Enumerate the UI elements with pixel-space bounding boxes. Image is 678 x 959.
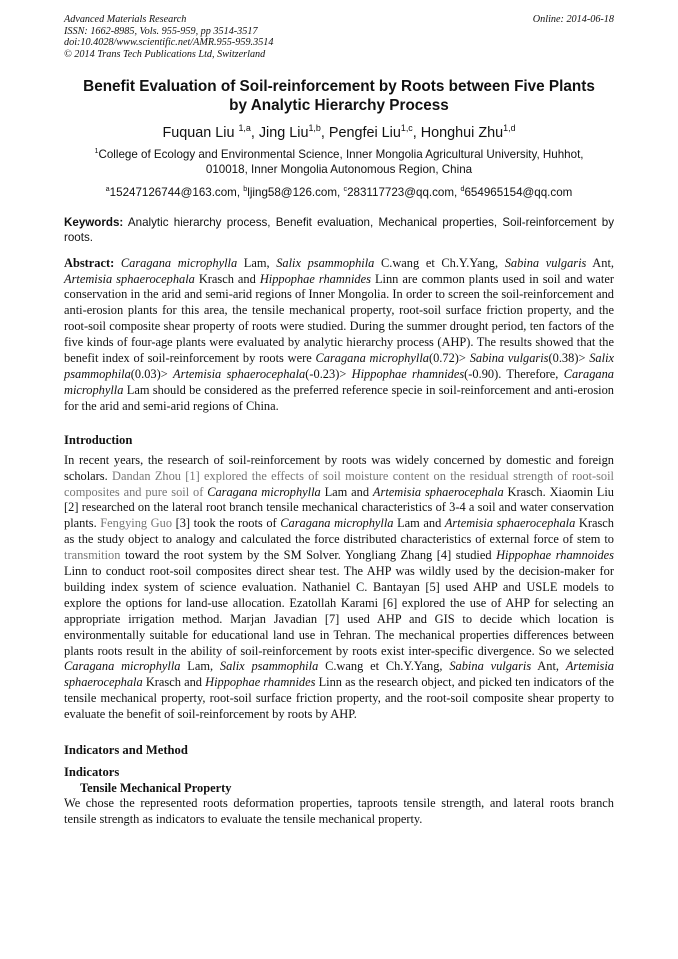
abstract-text: Lam should be considered as the preferred reference specie in soil-reinforcement and anti-erosion for the arid and semi-arid regions of China. bbox=[64, 382, 614, 413]
section-heading-introduction: Introduction bbox=[64, 432, 133, 447]
abstract-label: Abstract: bbox=[64, 255, 115, 270]
title-line-1: Benefit Evaluation of Soil-reinforcement by Roots between Five Plants bbox=[83, 78, 595, 95]
abstract bbox=[64, 256, 614, 415]
email-mark: a bbox=[105, 183, 110, 193]
body-text: Linn to conduct root-soil composites direct shear test. The AHP was wildly used by the decision-maker for building index system of science evaluation. Nathaniel C. Bantayan [5] used AHP and USLE models to explore the options for land-use allocation. Ezatollah Karami [6] explored the use of AHP for selecting an appropriate irrigation method. Marjan Javadian [7] used AHP and GIS to decide which location is environmentally suitable for educational land use in Tehran. The mechanical properties differences between plants roots result in the ability of soil-reinforcement by roots exist inter-specific divergence. So we selected bbox=[64, 564, 614, 658]
species-name: Caragana microphylla bbox=[120, 255, 238, 270]
species-name: Artemisia sphaerocephala bbox=[173, 366, 306, 381]
body-text: transmition bbox=[64, 548, 121, 563]
abstract-text: Krasch and bbox=[194, 271, 260, 286]
species-name: Hippophae rhamnides bbox=[351, 366, 465, 381]
abstract-text: (0.38)> bbox=[548, 351, 590, 366]
author-affiliation-mark: 1,a bbox=[238, 123, 251, 134]
journal-name: Advanced Materials Research bbox=[64, 14, 187, 25]
body-text: toward the root system by the SM Solver. Yongliang Zhang [4] studied bbox=[120, 548, 497, 563]
body-text: Ant, bbox=[531, 659, 566, 674]
species-name: Hippophae rhamnides bbox=[259, 271, 371, 286]
body-text: Lam, bbox=[180, 659, 220, 674]
body-text: Linn as the research object, and picked ten indicators of the tensile mechanical property, root-soil surface friction property, and the root-soil composite shear property to evaluate the benefit of soil-reinforcement by roots by AHP. bbox=[64, 675, 614, 722]
species-name: Hippophae rhamnides bbox=[205, 675, 316, 690]
species-name: Sabina vulgaris bbox=[504, 255, 587, 270]
email-mark: c bbox=[343, 183, 348, 193]
email-link[interactable]: ljing58@126.com, bbox=[247, 185, 344, 199]
affiliation-mark: 1 bbox=[94, 146, 99, 156]
species-name: Caragana microphylla bbox=[64, 366, 614, 397]
author-list bbox=[64, 124, 614, 142]
author-separator: , bbox=[250, 125, 259, 141]
body-text: Krasch as the study object to analogy and calculated the force distributed characteristics of external force of stem to bbox=[64, 516, 615, 547]
body-text: Lam and bbox=[393, 516, 445, 531]
title-line-2: by Analytic Hierarchy Process bbox=[229, 97, 449, 114]
journal-doi: doi:10.4028/www.scientific.net/AMR.955-959.3514 bbox=[64, 37, 274, 48]
abstract-text: C.wang et Ch.Y.Yang, bbox=[374, 255, 505, 270]
author-name: Jing Liu bbox=[258, 125, 309, 141]
paper-page bbox=[64, 14, 614, 828]
keywords-label: Keywords: bbox=[64, 215, 124, 229]
author-name: Fuquan Liu bbox=[162, 125, 235, 141]
email-mark: b bbox=[243, 183, 248, 193]
author-separator: , bbox=[412, 125, 421, 141]
species-name: Salix psammophila bbox=[276, 255, 375, 270]
author-emails bbox=[64, 185, 614, 200]
species-name: Artemisia sphaerocephala bbox=[372, 484, 504, 499]
species-name: Artemisia sphaerocephala bbox=[64, 271, 195, 286]
species-name: Caragana microphylla bbox=[315, 351, 429, 366]
abstract-text: (-0.23)> bbox=[305, 366, 352, 381]
affiliation-text: College of Ecology and Environmental Science, Inner Mongolia Agricultural University, Huhhot, bbox=[98, 148, 584, 161]
author-affiliation-mark: 1,c bbox=[400, 123, 413, 134]
body-text: In recent years, the research of soil-reinforcement by roots was widely concerned by domestic and foreign scholars. bbox=[64, 452, 614, 483]
author-affiliation-mark: 1,b bbox=[308, 123, 321, 134]
journal-copyright: © 2014 Trans Tech Publications Ltd, Switzerland bbox=[64, 48, 266, 60]
email-link[interactable]: 283117723@qq.com, bbox=[347, 185, 461, 199]
body-text: Lam and bbox=[320, 484, 373, 499]
species-name: Hippophae rhamnoides bbox=[496, 548, 614, 563]
abstract-text: (0.03)> bbox=[130, 366, 174, 381]
paper-title bbox=[64, 77, 614, 115]
email-mark: d bbox=[460, 183, 465, 193]
journal-issn: ISSN: 1662-8985, Vols. 955-959, pp 3514-3517 bbox=[64, 25, 258, 37]
journal-header bbox=[64, 14, 614, 60]
section-heading-indicators-method: Indicators and Method bbox=[64, 743, 188, 758]
tensile-paragraph: We chose the represented roots deformation properties, taproots tensile strength, and lateral roots branch tensile strength as indicators to evaluate the tensile mechanical property. bbox=[64, 796, 614, 826]
email-link[interactable]: 654965154@qq.com bbox=[464, 185, 573, 199]
body-text: Krasch. Xiaomin Liu [2] researched on the lateral root branch tensile mechanical characteristics of 3-4 a soil and water conservation plants. bbox=[64, 484, 614, 531]
species-name: Sabina vulgaris bbox=[449, 659, 532, 674]
species-name: Artemisia sphaerocephala bbox=[64, 659, 614, 690]
abstract-text bbox=[114, 256, 121, 270]
species-name: Sabina vulgaris bbox=[469, 351, 549, 366]
author-separator: , bbox=[320, 125, 329, 141]
affiliation-line-1 bbox=[64, 147, 614, 162]
abstract-text: (0.72)> bbox=[428, 351, 470, 366]
keywords bbox=[64, 215, 614, 246]
journal-info bbox=[64, 14, 273, 60]
species-name: Caragana microphylla bbox=[280, 516, 394, 531]
keywords-text: Analytic hierarchy process, Benefit evaluation, Mechanical properties, Soil-reinforcement by roots. bbox=[64, 215, 614, 245]
online-date: Online: 2014-06-18 bbox=[532, 14, 614, 25]
introduction-paragraph bbox=[64, 453, 614, 723]
abstract-text: (-0.90). Therefore, bbox=[464, 366, 564, 381]
affiliation-line-2: 010018, Inner Mongolia Autonomous Region, China bbox=[205, 163, 473, 177]
body-text: Krasch and bbox=[142, 675, 206, 690]
author-name: Honghui Zhu bbox=[420, 125, 504, 141]
body-text: Dandan Zhou [1] explored the effects of soil moisture content on the residual strength of root-soil composites and pure soil of bbox=[64, 468, 614, 499]
species-name: Caragana microphylla bbox=[207, 484, 321, 499]
subsection-heading-indicators: Indicators bbox=[64, 765, 120, 780]
species-name: Artemisia sphaerocephala bbox=[444, 516, 576, 531]
abstract-text: Linn are common plants used in soil and water conservation in the arid and semi-arid regions of Inner Mongolia. In order to screen the soil-reinforcement and anti-erosion plants for this area, the tensile mechanical property, root-soil surface friction property, and the root-soil composite shear property of roots were studied. During the summer drought period, ten factors of the five kinds of four-age plants were evaluated by analytic hierarchy process (AHP). The results showed that the benefit index of soil-reinforcement by roots were bbox=[64, 271, 614, 366]
email-link[interactable]: 15247126744@163.com, bbox=[109, 185, 244, 199]
author-affiliation-mark: 1,d bbox=[503, 123, 516, 134]
body-text: C.wang et Ch.Y.Yang, bbox=[318, 659, 450, 674]
abstract-text: Lam, bbox=[237, 255, 277, 270]
species-name: Caragana microphylla bbox=[64, 659, 181, 674]
species-name: Salix psammophila bbox=[219, 659, 319, 674]
affiliation bbox=[64, 147, 614, 178]
abstract-text: Ant, bbox=[586, 255, 614, 270]
body-text: Fengying Guo bbox=[100, 516, 173, 531]
species-name: Salix psammophila bbox=[64, 351, 615, 381]
subsubsection-heading-tensile: Tensile Mechanical Property bbox=[80, 781, 232, 796]
author-name: Pengfei Liu bbox=[328, 125, 401, 141]
body-text: [3] took the roots of bbox=[172, 516, 281, 531]
